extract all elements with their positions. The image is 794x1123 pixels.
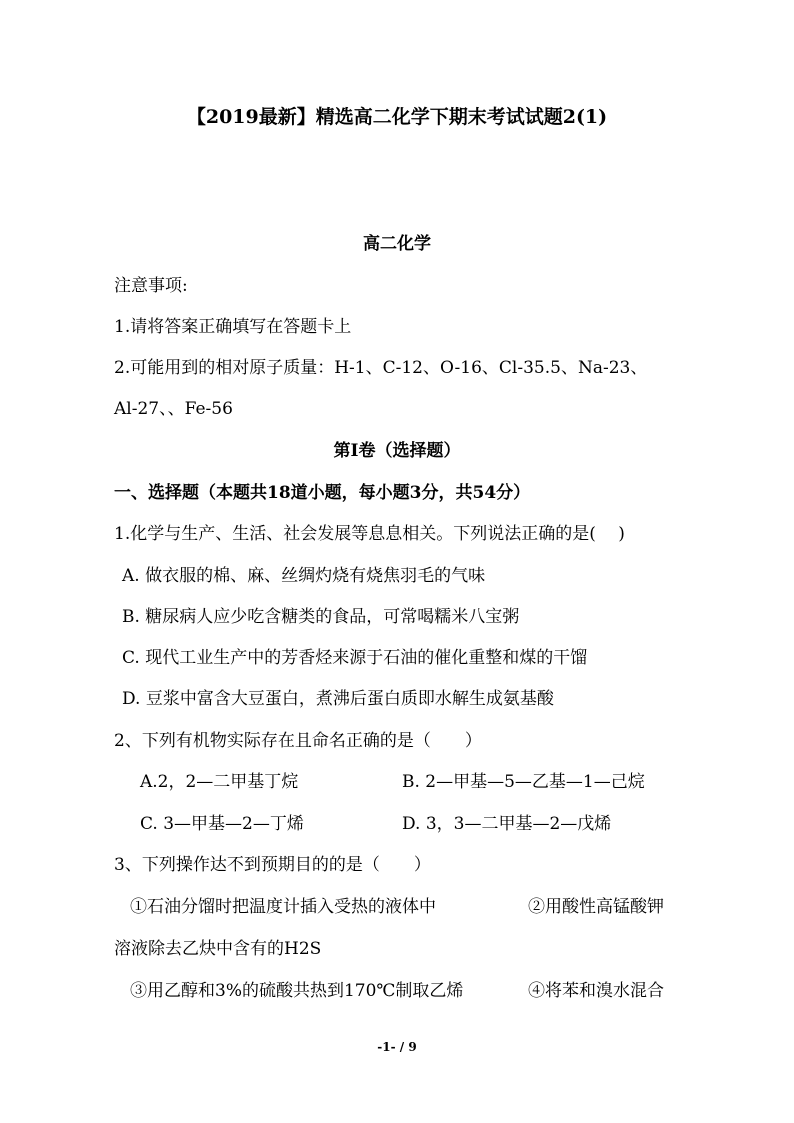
question-statement: ③用乙醇和3%的硫酸共热到170℃制取乙烯 [130,981,464,1001]
notice-item: 2.可能用到的相对原子质量：H-1、C-12、O-16、Cl-35.5、Na-23、 [114,358,648,378]
question-stem: 3、下列操作达不到预期目的的是（ ） [114,855,431,875]
question-option: B. 2—甲基—5—乙基—1—己烷 [402,772,645,792]
question-option: B. 糖尿病人应少吃含糖类的食品，可常喝糯米八宝粥 [122,607,520,627]
question-option: C. 现代工业生产中的芳香烃来源于石油的催化重整和煤的干馏 [122,648,588,668]
notice-item: 1.请将答案正确填写在答题卡上 [114,317,352,337]
question-option: A. 做衣服的棉、麻、丝绸灼烧有烧焦羽毛的气味 [122,566,486,586]
notice-item: Al-27、、Fe-56 [114,399,233,419]
question-statement: ④将苯和溴水混合 [528,981,664,1001]
question-stem: 1.化学与生产、生活、社会发展等息息相关。下列说法正确的是( ) [114,524,625,544]
question-option: A.2，2—二甲基丁烷 [140,772,299,792]
section-title: 第Ⅰ卷（选择题） [333,441,461,461]
question-statement: ①石油分馏时把温度计插入受热的液体中 [130,897,436,917]
page-number: -1- / 9 [377,1040,417,1054]
document-title: 【2019最新】精选高二化学下期末考试试题2(1) [186,106,608,128]
part-heading: 一、选择题（本题共18道小题，每小题3分，共54分） [114,483,531,503]
question-option: C. 3—甲基—2—丁烯 [140,814,304,834]
question-statement: ②用酸性高锰酸钾 [528,897,664,917]
subject-title: 高二化学 [363,234,431,254]
question-option: D. 豆浆中富含大豆蛋白，煮沸后蛋白质即水解生成氨基酸 [122,689,554,709]
notice-heading: 注意事项: [114,276,188,296]
question-statement: 溶液除去乙炔中含有的H2S [114,939,322,959]
question-option: D. 3，3—二甲基—2—戊烯 [402,814,612,834]
question-stem: 2、下列有机物实际存在且命名正确的是（ ） [114,731,482,751]
